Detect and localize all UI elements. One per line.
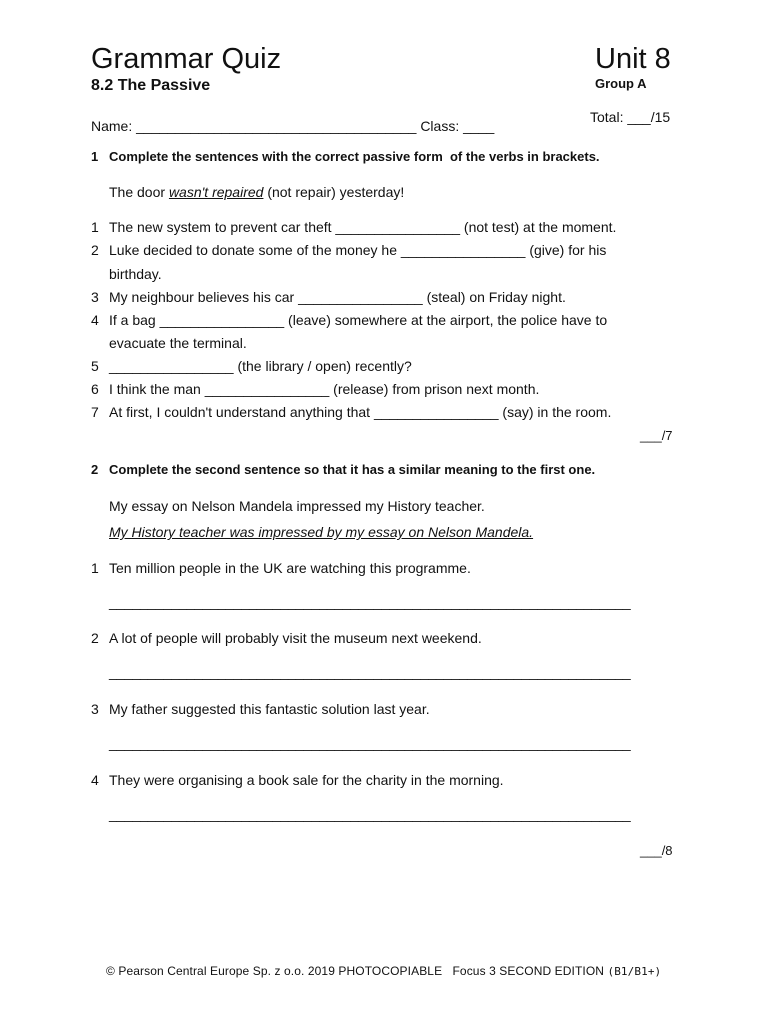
- item-text-continued: evacuate the terminal.: [109, 335, 247, 351]
- unit-label: Unit 8: [595, 43, 671, 75]
- exercise2-example-sentence: My essay on Nelson Mandela impressed my History teacher.: [109, 498, 485, 514]
- item-text: They were organising a book sale for the charity in the morning.: [109, 772, 504, 788]
- exercise1-score: ___/7: [640, 428, 673, 443]
- item-number: 3: [91, 701, 99, 717]
- example-answer: wasn't repaired: [168, 184, 264, 200]
- exercise1-number: 1: [91, 149, 99, 164]
- item-number: 4: [91, 312, 99, 328]
- group-label: Group A: [595, 76, 647, 91]
- footer-copyright: [106, 964, 661, 978]
- answer-line[interactable]: ___________________________________________________________________: [109, 735, 631, 751]
- answer-line[interactable]: ___________________________________________________________________: [109, 594, 631, 610]
- exercise1-instruction: Complete the sentences with the correct passive form of the verbs in brackets.: [109, 149, 600, 164]
- item-number: 7: [91, 404, 99, 420]
- copyright-text: © Pearson Central Europe Sp. z o.o. 2019 PHOTOCOPIABLE Focus 3 SECOND EDITION: [106, 964, 608, 978]
- exercise2-number: 2: [91, 462, 99, 477]
- item-text: My neighbour believes his car ________________ (steal) on Friday night.: [109, 289, 566, 305]
- exercise2-instruction: Complete the second sentence so that it has a similar meaning to the first one.: [109, 462, 596, 477]
- example-after: (not repair) yesterday!: [263, 184, 405, 200]
- item-text: The new system to prevent car theft ________________ (not test) at the moment.: [109, 219, 617, 235]
- answer-line[interactable]: ___________________________________________________________________: [109, 664, 631, 680]
- item-number: 2: [91, 242, 99, 258]
- item-number: 1: [91, 560, 99, 576]
- quiz-title: Grammar Quiz: [91, 43, 282, 75]
- item-text: Luke decided to donate some of the money he ________________ (give) for his: [109, 242, 607, 258]
- item-text: ________________ (the library / open) recently?: [109, 358, 412, 374]
- item-text-continued: birthday.: [109, 266, 162, 282]
- item-number: 1: [91, 219, 99, 235]
- item-text: If a bag ________________ (leave) somewhere at the airport, the police have to: [109, 312, 608, 328]
- example-before: The door: [109, 184, 169, 200]
- item-text: At first, I couldn't understand anything that ________________ (say) in the room.: [109, 404, 612, 420]
- item-number: 5: [91, 358, 99, 374]
- item-number: 2: [91, 630, 99, 646]
- item-text: My father suggested this fantastic solution last year.: [109, 701, 430, 717]
- exercise1-example: [109, 184, 404, 200]
- item-number: 3: [91, 289, 99, 305]
- item-text: A lot of people will probably visit the museum next weekend.: [109, 630, 482, 646]
- exercise2-score: ___/8: [640, 843, 673, 858]
- quiz-subtitle: 8.2 The Passive: [91, 77, 211, 94]
- item-text: I think the man ________________ (release) from prison next month.: [109, 381, 540, 397]
- item-number: 6: [91, 381, 99, 397]
- item-number: 4: [91, 772, 99, 788]
- name-class-line: Name: ____________________________________ Class: ____: [91, 118, 495, 134]
- exercise2-example-answer: My History teacher was impressed by my essay on Nelson Mandela.: [109, 524, 534, 540]
- level-label: (B1/B1+): [607, 965, 662, 978]
- total-score: Total: ___/15: [590, 109, 671, 125]
- item-text: Ten million people in the UK are watching this programme.: [109, 560, 471, 576]
- answer-line[interactable]: ___________________________________________________________________: [109, 806, 631, 822]
